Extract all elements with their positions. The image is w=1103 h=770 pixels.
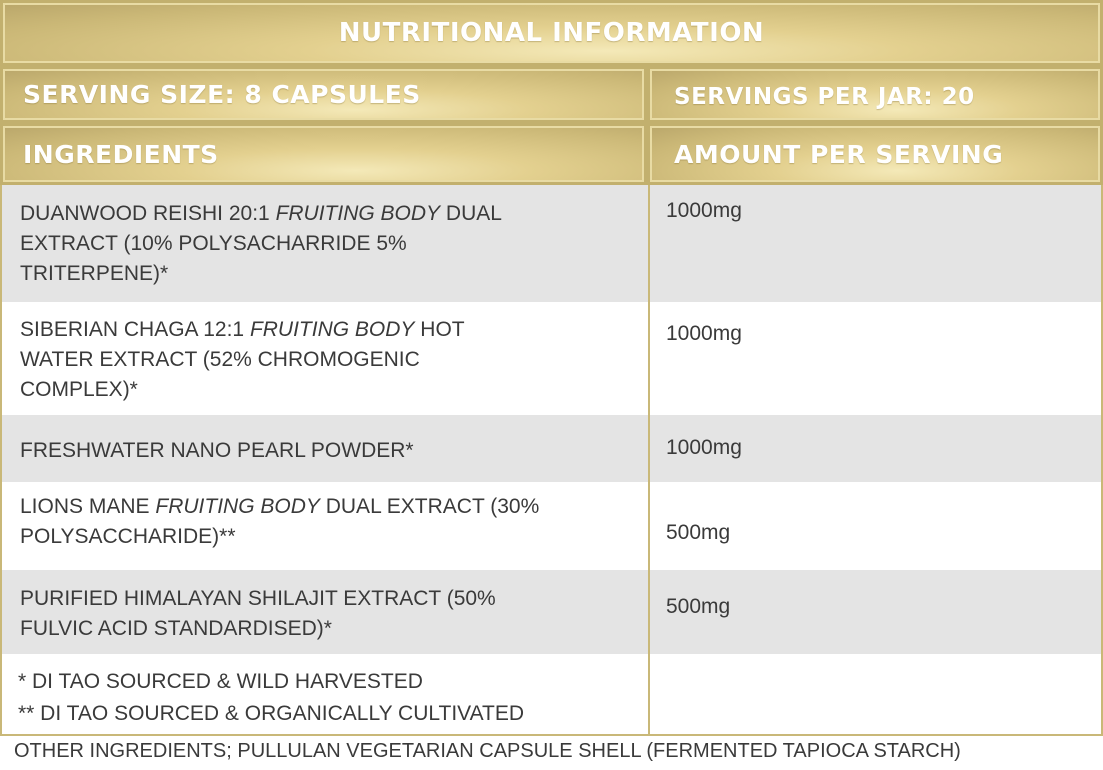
ingredient-name: SIBERIAN CHAGA 12:1 FRUITING BODY HOT WATER EXTRACT (52% CHROMOGENIC COMPLEX)* [20,318,465,401]
other-ingredients: OTHER INGREDIENTS; PULLULAN VEGETARIAN CAPSULE SHELL (FERMENTED TAPIOCA STARCH) [14,740,961,762]
servings-per-jar: SERVINGS PER JAR: 20 [647,66,1103,123]
footnotes-row [2,654,1101,734]
ingredients-table [0,185,1103,736]
amount-column-header: AMOUNT PER SERVING [647,123,1103,185]
ingredient-name: FRESHWATER NANO PEARL POWDER* [20,439,414,462]
footnote-organically-cultivated: ** DI TAO SOURCED & ORGANICALLY CULTIVATED [18,702,525,725]
ingredient-name: LIONS MANE FRUITING BODY DUAL EXTRACT (30% POLYSACCHARIDE)** [20,495,540,548]
panel-title: NUTRITIONAL INFORMATION [0,0,1103,66]
ingredient-amount: 1000mg [666,436,742,459]
table-row [2,185,1101,302]
ingredient-amount: 500mg [666,521,731,544]
ingredient-name: DUANWOOD REISHI 20:1 FRUITING BODY DUAL EXTRACT (10% POLYSACHARRIDE 5% TRITERPENE)* [20,202,502,285]
ingredient-name: PURIFIED HIMALAYAN SHILAJIT EXTRACT (50% FULVIC ACID STANDARDISED)* [20,587,496,640]
footnote-wild-harvested: * DI TAO SOURCED & WILD HARVESTED [18,670,423,693]
table-row [2,482,1101,570]
ingredients-column-header: INGREDIENTS [0,123,647,185]
table-row [2,415,1101,482]
serving-size: SERVING SIZE: 8 CAPSULES [0,66,647,123]
table-row [2,302,1101,415]
table-row [2,570,1101,654]
ingredient-amount: 1000mg [666,199,742,222]
ingredient-amount: 500mg [666,595,731,618]
ingredient-amount: 1000mg [666,322,742,345]
column-divider [648,185,650,734]
